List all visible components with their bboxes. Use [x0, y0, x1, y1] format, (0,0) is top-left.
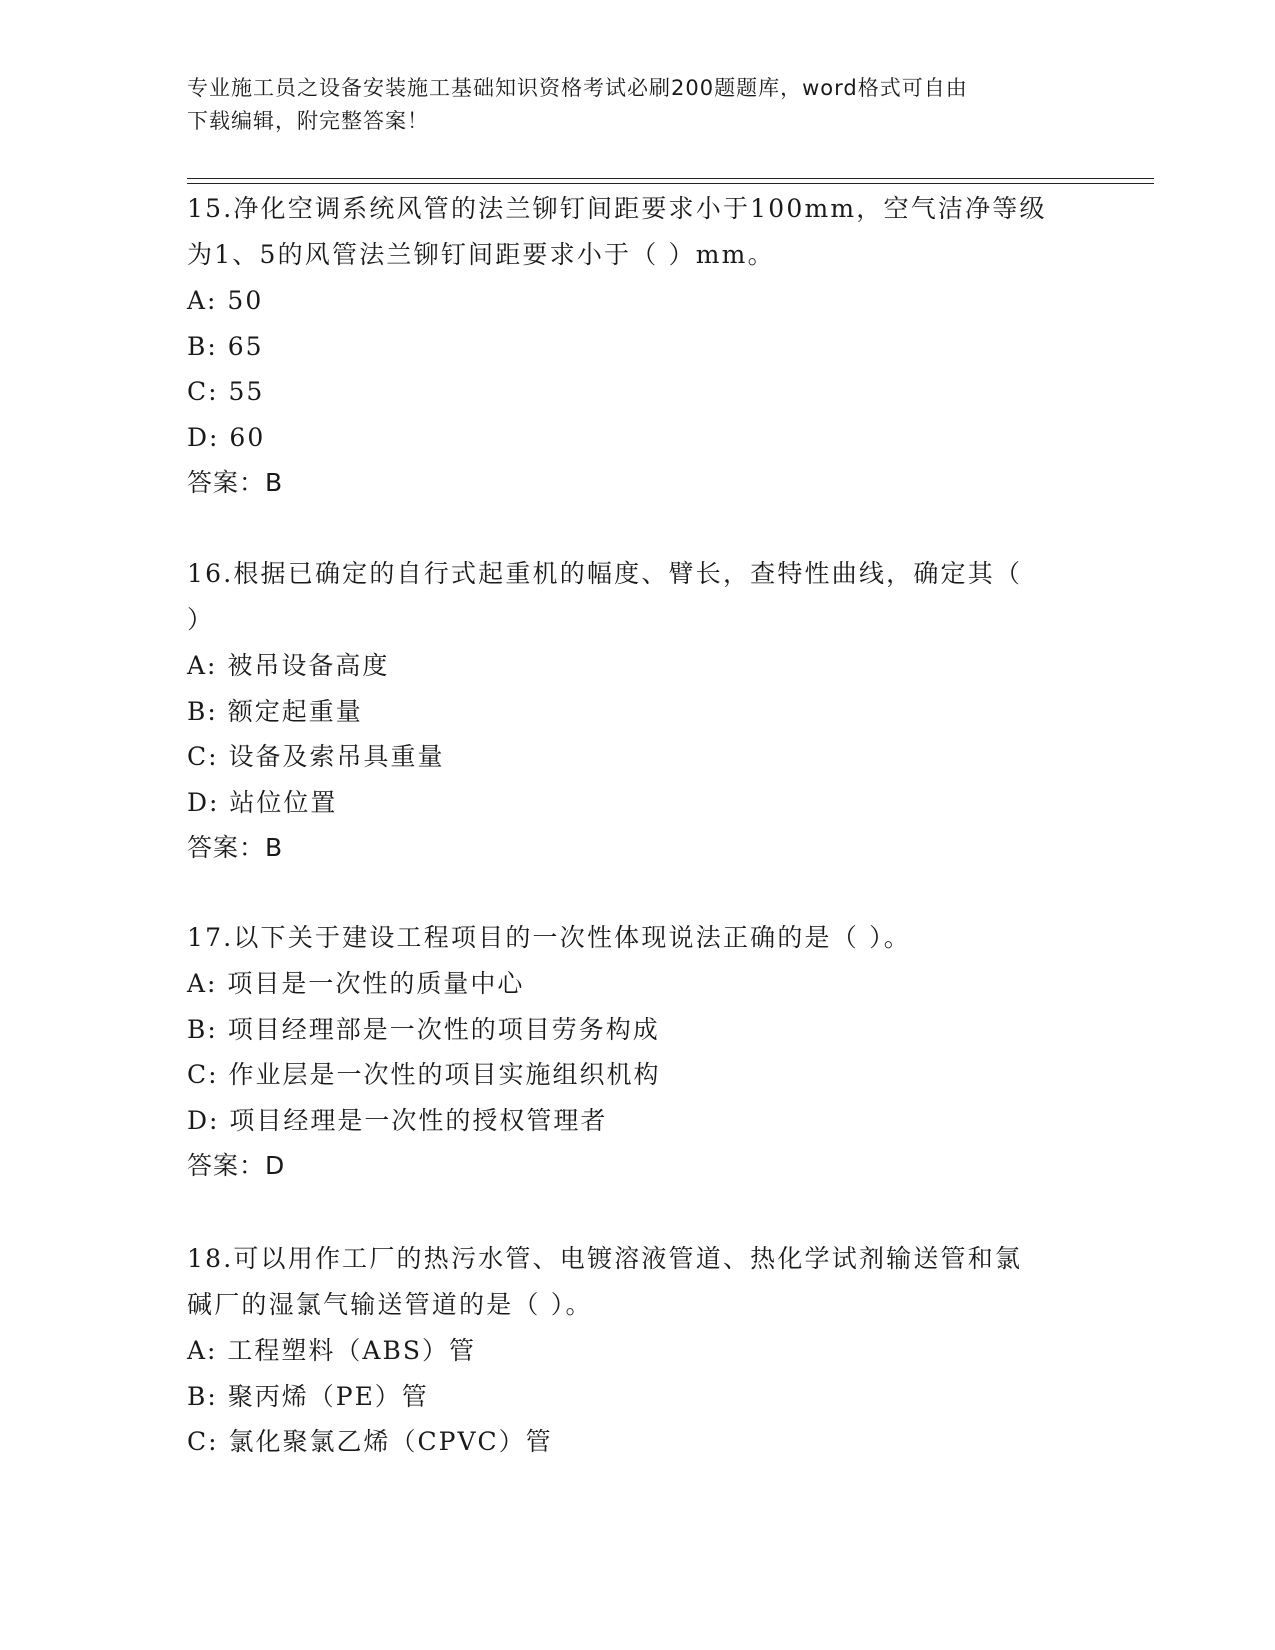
question-stem-line: 15.净化空调系统风管的法兰铆钉间距要求小于100mm，空气洁净等级: [187, 194, 1047, 223]
header-line-2: 下载编辑，附完整答案！: [187, 109, 429, 133]
option-b: B: 额定起重量: [187, 696, 363, 726]
question-15: [187, 186, 1087, 505]
question-18: [187, 1236, 1087, 1465]
header-divider-top: [187, 178, 1154, 179]
option-c: C: 作业层是一次性的项目实施组织机构: [187, 1060, 661, 1089]
answer-line: 答案：B: [187, 468, 284, 497]
option-a: A: 被吊设备高度: [187, 651, 390, 680]
question-stem-line: 为1、5的风管法兰铆钉间距要求小于（ ）mm。: [187, 240, 775, 269]
option-c: C: 55: [187, 377, 265, 406]
question-stem-line: 17.以下关于建设工程项目的一次性体现说法正确的是（ ）。: [187, 923, 912, 952]
option-d: D: 站位位置: [187, 787, 338, 817]
question-stem-line: 碱厂的湿氯气输送管道的是（ ）。: [187, 1290, 593, 1319]
header-divider-bottom: [187, 183, 1154, 184]
option-d: D: 项目经理是一次性的授权管理者: [187, 1105, 608, 1135]
question-17: [187, 915, 1087, 1188]
option-b: B: 65: [187, 331, 264, 361]
answer-line: 答案：D: [187, 1151, 286, 1180]
question-stem-line: 16.根据已确定的自行式起重机的幅度、臂长，查特性曲线，确定其（: [187, 559, 1023, 588]
question-16: [187, 551, 1087, 870]
header-line-1: 专业施工员之设备安装施工基础知识资格考试必刷200题题库，word格式可自由: [187, 76, 968, 100]
option-a: A: 工程塑料（ABS）管: [187, 1336, 476, 1365]
question-stem-line: ）: [187, 605, 215, 634]
option-a: A: 项目是一次性的质量中心: [187, 969, 525, 998]
option-d: D: 60: [187, 422, 266, 452]
option-b: B: 聚丙烯（PE）管: [187, 1381, 429, 1411]
question-stem-line: 18.可以用作工厂的热污水管、电镀溶液管道、热化学试剂输送管和氯: [187, 1244, 1023, 1273]
answer-line: 答案：B: [187, 833, 284, 862]
option-b: B: 项目经理部是一次性的项目劳务构成: [187, 1014, 660, 1044]
option-c: C: 氯化聚氯乙烯（CPVC）管: [187, 1427, 553, 1456]
document-header: [187, 72, 1087, 138]
option-c: C: 设备及索吊具重量: [187, 742, 445, 771]
option-a: A: 50: [187, 286, 264, 315]
